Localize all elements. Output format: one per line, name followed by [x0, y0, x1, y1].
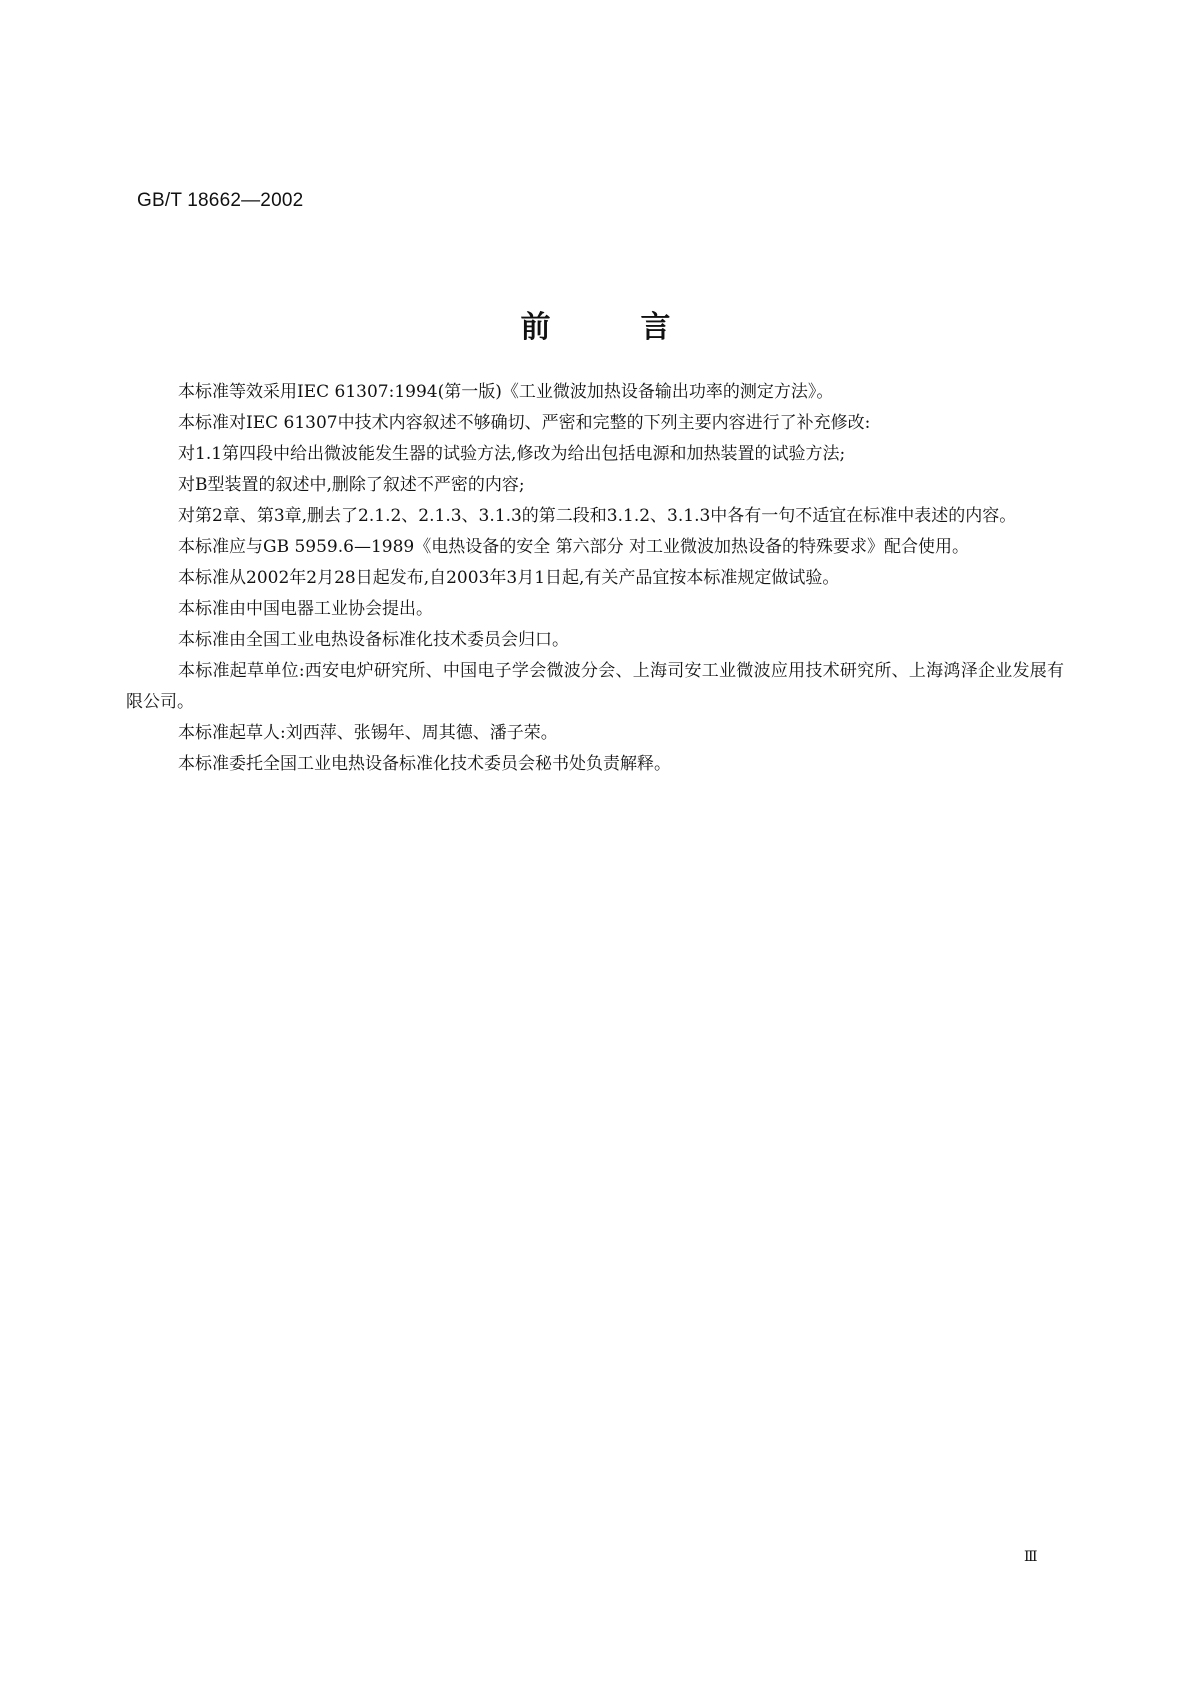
paragraph: 本标准委托全国工业电热设备标准化技术委员会秘书处负责解释。 [178, 754, 671, 774]
paragraph: 本标准应与GB 5959.6—1989《电热设备的安全 第六部分 对工业微波加热设备的特殊要求》配合使用。 [178, 537, 970, 557]
paragraph: 本标准由中国电器工业协会提出。 [178, 599, 433, 619]
paragraph: 本标准从2002年2月28日起发布,自2003年3月1日起,有关产品宜按本标准规定做试验。 [178, 568, 840, 588]
page-number: Ⅲ [1024, 1549, 1037, 1565]
paragraph: 对1.1第四段中给出微波能发生器的试验方法,修改为给出包括电源和加热装置的试验方法; [178, 444, 846, 464]
page-title: 前言 [520, 310, 761, 345]
foreword-body [126, 377, 1064, 780]
standard-code: GB/T 18662—2002 [137, 190, 304, 211]
paragraph: 对B型装置的叙述中,删除了叙述不严密的内容; [178, 475, 525, 495]
paragraph: 本标准对IEC 61307中技术内容叙述不够确切、严密和完整的下列主要内容进行了补充修改: [178, 413, 871, 433]
paragraph: 本标准等效采用IEC 61307:1994(第一版)《工业微波加热设备输出功率的测定方法》。 [178, 382, 834, 402]
paragraph: 本标准起草人:刘西萍、张锡年、周其德、潘子荣。 [178, 723, 558, 743]
paragraph: 对第2章、第3章,删去了2.1.2、2.1.3、3.1.3的第二段和3.1.2、3.1.3中各有一句不适宜在标准中表述的内容。 [178, 506, 1017, 526]
paragraph: 本标准起草单位:西安电炉研究所、中国电子学会微波分会、上海司安工业微波应用技术研究所、上海鸿泽企业发展有限公司。 [126, 661, 1064, 712]
paragraph: 本标准由全国工业电热设备标准化技术委员会归口。 [178, 630, 569, 650]
